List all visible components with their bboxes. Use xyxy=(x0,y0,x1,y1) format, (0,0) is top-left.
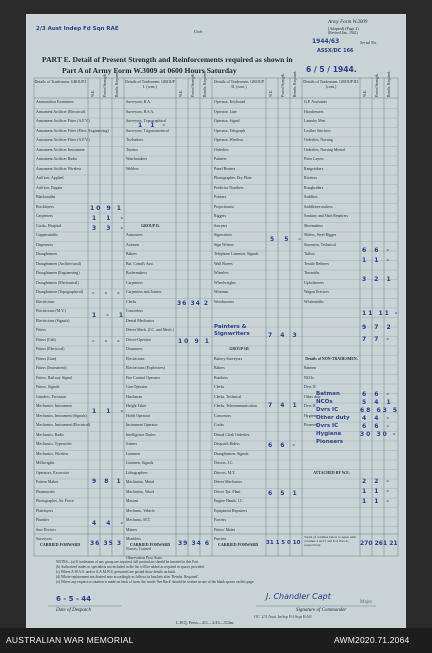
trade-row: Miners xyxy=(126,527,138,532)
hand-grinders: 1 1 - xyxy=(92,408,128,415)
trade-row: Millwrights xyxy=(36,461,55,465)
trade-row: Artificer, Applied xyxy=(36,176,64,180)
hand-hygiene: 6 6 - xyxy=(362,423,393,430)
trade-row: Saddlers xyxy=(304,195,318,199)
archive-name: AUSTRALIAN WAR MEMORIAL xyxy=(6,635,134,645)
form-revised: (Revised Jan., 1942) xyxy=(328,31,358,35)
hand-drivers-numbers: 6 5 1 xyxy=(268,490,300,497)
trade-row: Carpenters and Joiners xyxy=(126,290,162,294)
signature-rank: Major xyxy=(360,600,373,605)
trade-row: Mechanic, M.T. xyxy=(126,518,151,522)
hand-batmen: 6 6 - xyxy=(362,391,393,398)
trade-row: Saddletree makers xyxy=(304,204,333,209)
posted-header: Posted Strength. xyxy=(375,73,379,97)
header-group2-cont: Details of Tradesmen. GROUP II. (cont.) xyxy=(214,79,264,89)
form-sheet xyxy=(26,14,406,628)
trade-row: Operator, Signal xyxy=(214,119,240,123)
reinf-header: Reinfts. Required. xyxy=(293,70,297,97)
hand-blacksmiths: 1 1 - xyxy=(92,215,128,222)
header-group3-cont: Details of Tradesmen. GROUP III. (cont.) xyxy=(303,79,359,89)
trade-row: Welders xyxy=(126,166,139,171)
hand-group3-3: 7 7 - xyxy=(362,336,393,343)
trade-row: Clerks, Telecommunication xyxy=(214,404,257,408)
trade-row: Battery Surveyors xyxy=(214,356,243,361)
trade-row: Drivers, M.T. xyxy=(214,470,236,475)
form-code: Army Form W.3009 xyxy=(328,20,368,25)
hand-artificer-engine: 10 9 1 xyxy=(90,205,123,212)
trade-row: Intelligence Duties xyxy=(126,432,156,437)
trade-row: Electricians xyxy=(126,356,145,361)
trade-row: Masons xyxy=(126,499,139,503)
note-line: (b) Authorized trades or specialists not included in the list will be added as required in spaces provided. xyxy=(56,565,205,569)
trade-row: Whitesmiths xyxy=(304,299,324,304)
trade-row: Moulders xyxy=(126,537,141,541)
trade-row: Draughtsmen (Topographical) xyxy=(36,290,83,294)
note-line: (d) Where replacement not desired note accordingly as follows in brackets after 'Reinfts. Required'. xyxy=(56,575,199,579)
trade-row: Armament Artificer Fitter (A.F.V.) xyxy=(36,138,90,142)
trade-row: Blacksmiths xyxy=(36,195,56,199)
trade-row: Printers xyxy=(214,195,227,199)
totals-note: Totals of columns below to agree with columns 4 and 5 and 6 of Part A, respectively. xyxy=(304,535,356,547)
trade-row: GROUP II. xyxy=(141,223,160,228)
carried-forward-4: 270 261 21 xyxy=(360,540,398,547)
archive-id: AWM2020.71.2064 xyxy=(334,635,410,645)
trade-row: Operator, Keyboard xyxy=(214,100,245,104)
unit-label: Unit xyxy=(194,29,203,34)
hand-attached-3: 1 1 - xyxy=(362,498,393,505)
trade-row: Dispensers xyxy=(36,242,54,247)
trade-row: Riveters xyxy=(304,176,317,180)
trade-row: Driver-Operator xyxy=(126,337,152,342)
hand-attached-1: 2 2 - xyxy=(362,478,393,485)
trade-row: Sliders, Steel Rigger xyxy=(304,233,337,237)
serial-label: Serial No. xyxy=(360,40,377,45)
trade-row: Ammunition Examiners xyxy=(36,100,74,104)
trade-row: Photographer, Dry Plate xyxy=(214,176,252,180)
despatch-date: 6 - 5 - 44 xyxy=(56,595,92,603)
trade-row: Fitters' Mates xyxy=(214,527,236,532)
trade-row: Machinists, Wood xyxy=(126,489,155,494)
trade-row: Driver Tpt. Plant xyxy=(214,489,241,494)
trade-row: Linemen xyxy=(126,451,140,456)
trade-row: Wheelers xyxy=(214,271,229,275)
posted-header: Posted Strength. xyxy=(281,73,285,97)
trade-row: Gun Operator xyxy=(126,385,148,389)
trade-row: Mechanic, Vehicle xyxy=(126,508,155,513)
trade-row: G.P. Assistants xyxy=(304,100,328,104)
hand-group3-1: 11 11 - xyxy=(362,310,400,317)
trade-row: Photographer, Air Force xyxy=(36,499,74,503)
trade-row: Observation Post Assts. xyxy=(126,556,163,560)
trade-row: Drummers xyxy=(126,347,143,351)
trade-row: Plumber xyxy=(36,518,50,522)
non-tradesman-hand-name: Other duty xyxy=(316,415,350,421)
trade-row: Predictor Numbers xyxy=(214,185,244,190)
header-group1: Details of Tradesmen. GROUP I. xyxy=(34,79,88,84)
trade-row: Wheelwrights xyxy=(214,280,236,285)
trade-row: Boilermakers xyxy=(126,271,147,275)
trade-row: Driver Mechanics xyxy=(214,480,242,484)
trade-row: Fitters (Instrument) xyxy=(36,366,67,370)
trade-row: Mechanics, Instrument xyxy=(36,404,72,408)
trade-row: Cooks xyxy=(214,423,224,427)
trade-row: Fitters (Gun) xyxy=(36,356,57,361)
trade-row: Panel Beaters xyxy=(214,166,236,171)
trade-row: Hygiene xyxy=(304,413,318,418)
trade-row: Batmen xyxy=(304,366,317,370)
trade-row: ATTACHED BY W.E. xyxy=(313,470,350,475)
hand-riggers: 5 5 - xyxy=(270,236,306,243)
hand-attached-2: 1 1 - xyxy=(362,488,393,495)
trade-row: Pattern Maker xyxy=(36,480,59,484)
reinf-header: Reinfts. Required. xyxy=(203,70,207,97)
trade-row: Clerks, Technical xyxy=(214,394,242,399)
trade-row: NCOs xyxy=(304,375,314,380)
trade-row: Sign Writers xyxy=(214,242,234,247)
trade-row: Mechanics, Wireless xyxy=(36,451,69,456)
trade-row: Draughtsmen (Mechanical) xyxy=(36,280,79,285)
hand-cooks-numbers: 6 6 - xyxy=(268,442,299,449)
trade-row: Armament Artificer Wireless xyxy=(36,166,82,171)
serial-number: 1944/63 xyxy=(312,38,340,45)
trade-row: Pinto Layers xyxy=(304,157,324,161)
trade-row: Bakers xyxy=(126,252,137,256)
trade-row: Surveyors, R.A. xyxy=(126,100,152,104)
trade-row: Leather Stitchers xyxy=(304,128,331,133)
trade-row: GROUP III. xyxy=(229,347,250,351)
trade-row: Dvrs IC xyxy=(304,404,317,408)
reference: ASSX/DC 166 xyxy=(317,48,354,54)
trade-row: Dental Mechanics xyxy=(126,318,155,323)
non-tradesman-hand-name: Dvrs IC xyxy=(316,423,339,429)
trade-row: Details of NON-TRADESMEN. xyxy=(305,356,358,361)
trade-row: Coppersmiths xyxy=(36,233,58,237)
trade-row: Upholsterers xyxy=(304,280,324,285)
trade-row: Mechanics, Radio xyxy=(36,432,65,437)
carried-forward-3: 31 1 5 0 10 xyxy=(266,540,301,546)
trade-row: Electricians xyxy=(36,299,55,304)
trade-row: Height Taker xyxy=(126,404,147,408)
trade-row: Armament Artificer Fitter (A.F.V.) xyxy=(36,119,90,123)
trade-row: Operator, Line xyxy=(214,109,237,114)
trade-row: Fitters (Electrical) xyxy=(36,347,65,351)
hand-pioneers: 30 30 - xyxy=(360,431,398,438)
signature: J. Chandler Capt xyxy=(266,592,331,601)
trade-row: Sanitary and Shoe Repairers xyxy=(304,214,349,218)
trade-row: Sawyers xyxy=(214,223,228,228)
non-tradesman-hand-name: Pioneers xyxy=(316,439,344,445)
trade-row: Drivers, I.C. xyxy=(214,461,234,465)
trade-row: Wagon Erectors xyxy=(304,290,329,294)
trade-row: Projectionist xyxy=(214,204,234,209)
despatch-label: Date of Despatch xyxy=(56,608,91,613)
trade-row: Rangetakers xyxy=(304,166,324,171)
trade-row: Concretors xyxy=(214,413,232,418)
carried-forward-label-3: CARRIED FORWARD xyxy=(218,542,259,547)
trade-row: Concreters xyxy=(126,309,143,313)
trade-row: Orderlies, Nursing xyxy=(304,138,333,142)
signature-label: Signature of Commander xyxy=(296,608,347,613)
trade-row: Fitters, Railway Signal xyxy=(36,375,72,380)
trade-row: Surveyors xyxy=(36,537,52,541)
trade-row: Watchmakers xyxy=(126,157,148,161)
note-line: (e) Where any request or rotation is made on back of form, the words 'See Back' should be written in one of the blank spaces on this page. xyxy=(56,580,255,584)
trade-row: Fitters, Signals xyxy=(36,385,60,389)
hand-plumber: 4 4 - xyxy=(92,520,128,527)
trade-row: Armament Artificer Instrument xyxy=(36,147,85,152)
note-line: NOTES—(a) If tradesmen of any group are required, full particulars should be inserted in this Part. xyxy=(56,560,199,564)
trade-row: Instrument Operator xyxy=(126,423,158,427)
trade-row: Cooks, Hospital xyxy=(36,223,62,228)
trade-row: Holds Operator xyxy=(126,413,151,418)
trade-row: Surveyors, R.S.A. xyxy=(126,109,155,114)
unit-name: 2/3 Aust Indep Fd Sqn RAE xyxy=(36,26,119,32)
title-line-1: PART E. Detail of Present Strength and Reinforcements required as shown in xyxy=(42,55,293,64)
trade-row: Butchers xyxy=(214,375,228,380)
form-adapted: (Adapted) (Page 2) xyxy=(328,26,359,31)
trade-row: Fire Control Operator xyxy=(126,375,160,380)
trade-row: Axemen xyxy=(126,242,140,247)
trade-row: Fitters (Cab) xyxy=(36,337,56,342)
hand-surveyors-ra: 1 1 - xyxy=(138,122,169,129)
trade-row: Orderlies xyxy=(214,147,229,152)
hand-dvrs: 68 63 5 xyxy=(360,407,400,414)
trade-row: Clerks xyxy=(214,385,225,389)
we-header: W.E. xyxy=(91,89,95,97)
trade-row: Mechanics, Instrument (Signals) xyxy=(36,413,87,418)
hand-coppersmiths: - - - xyxy=(92,290,124,297)
trade-row: Surveyors, Trigonometrical xyxy=(126,128,169,133)
trade-row: Woodturners xyxy=(214,299,234,304)
trade-row: Bat. Comd's Asst. xyxy=(126,261,154,266)
trade-row: Shoemakers xyxy=(304,223,324,228)
trade-row: Riggers xyxy=(214,214,227,218)
trade-row: Signwriters xyxy=(214,233,232,237)
hand-other-duty: 4 4 - xyxy=(362,415,393,422)
trade-row: Wireman xyxy=(214,290,229,294)
carried-forward-2: 39 34 6 xyxy=(178,540,211,547)
trade-row: Electricians (Signals) xyxy=(36,318,70,323)
trade-row: Fitters xyxy=(36,328,46,332)
trade-row: Machinists, Metal xyxy=(126,480,155,484)
trade-row: Surveyors, Topographical xyxy=(126,119,167,123)
trade-row: Turners xyxy=(126,147,138,152)
hand-group3-2: 9 7 2 xyxy=(362,324,394,331)
printer-line: L.H.Q. Press—411—3/43—312m. xyxy=(176,620,235,625)
signature-unit: OC 2/3 Aust Indep Fd Sqn RAE xyxy=(254,614,313,619)
hand-painters-numbers: 7 4 3 xyxy=(268,332,300,339)
trade-row: Mechanics, Instrument (Electrical) xyxy=(36,423,91,427)
trade-row: Textile Refiners xyxy=(304,261,329,266)
trade-row: Artificer, Engine xyxy=(36,185,63,190)
trade-row: Operators, Excavator xyxy=(36,470,70,475)
trade-row: Laundry Men xyxy=(304,119,326,123)
trade-row: Mechanics, Typewriter xyxy=(36,442,72,446)
title-date: 6 / 5 / 1944. xyxy=(306,65,357,74)
hand-carpenters-joiners: 36 34 2 xyxy=(177,300,210,307)
trade-row: Storemen, Technical xyxy=(304,242,336,247)
header-group1-cont: Details of Tradesmen. GROUP I. (cont.) xyxy=(125,79,175,89)
trade-row: Draughtsmen xyxy=(36,252,57,256)
hand-storemen: 6 6 - xyxy=(362,247,393,254)
hand-ncos: 5 4 1 xyxy=(362,399,394,406)
title-line-2: Part A of Army Form W.3009 at 0600 Hours Saturday xyxy=(62,66,237,75)
reinf-header: Reinfts. Required. xyxy=(115,70,119,97)
trade-row: Linemen, Signals xyxy=(126,461,154,465)
trade-row: Pharmacists xyxy=(36,489,55,494)
hand-clerks-numbers: 7 4 1 xyxy=(268,402,300,409)
trade-row: Carpenters xyxy=(36,214,53,218)
trade-row: Lithographers xyxy=(126,470,148,475)
trade-row: Hairdressers xyxy=(304,109,324,114)
carried-forward-label-2: CARRIED FORWARD xyxy=(130,542,171,547)
trade-row: Telephone Linemen, Signals xyxy=(214,252,259,256)
trade-row: Tailors xyxy=(304,252,315,256)
trade-row: Grinders, Precision xyxy=(36,394,67,399)
trade-row: Saw Doctors xyxy=(36,527,56,532)
trade-row: Roughriders xyxy=(304,185,324,190)
trade-row: Equipment Repairers xyxy=(214,508,247,513)
trade-row: Operator, Wireless xyxy=(214,138,244,142)
hand-operators-excavator: 9 8 1 xyxy=(92,478,124,485)
trade-row: Electricians (Explosives) xyxy=(126,366,166,370)
note-line: (c) Where A.W.A.S. and/or A.A.M.W.S. personnel are posted show details on back. xyxy=(56,570,176,574)
we-header: W.E. xyxy=(363,89,367,97)
hand-electricians: 1 - 1 xyxy=(92,312,128,319)
trade-row: Wall Borers xyxy=(214,261,233,266)
archive-footer xyxy=(0,628,432,653)
carried-forward-1: 36 35 3 xyxy=(90,540,123,547)
trade-row: Armament Artificer (Electrical) xyxy=(36,109,86,114)
trade-row: Armament Artificer Fitter (Elect. Engineering) xyxy=(36,128,109,133)
non-tradesman-hand-name: Hygiene xyxy=(316,431,342,437)
trade-row: Orderlies, Nursing Mental xyxy=(304,147,345,152)
trade-row: Tinsmiths xyxy=(304,271,320,275)
trade-row: Furriers xyxy=(214,537,227,541)
hand-painters-signwriters: Painters & Signwriters xyxy=(214,324,250,337)
trade-row: Farriers xyxy=(214,518,227,522)
trade-row: Dental Clerk Orderlies xyxy=(214,432,250,437)
hand-fitters: - - - xyxy=(92,338,124,345)
trade-row: Bricklayers xyxy=(36,204,54,209)
trade-row: Armament Artificer Radio xyxy=(36,157,78,161)
trade-row: Draughtsmen (Engineering) xyxy=(36,271,80,275)
reinf-header: Reinfts. Required. xyxy=(387,70,391,97)
trade-row: Draughtsmen (Architectural) xyxy=(36,261,82,266)
hand-tinsmiths: 3 2 1 xyxy=(362,276,394,283)
trade-row: Carpenters xyxy=(126,280,143,285)
trade-row: Despatch Riders xyxy=(214,442,240,446)
trade-row: Platelayers xyxy=(36,508,54,513)
trade-row: Operator, Telegraph xyxy=(214,128,246,133)
posted-header: Posted Strength. xyxy=(191,73,195,97)
trade-row: Joiners xyxy=(126,442,138,446)
non-tradesman-hand-name: Batmen xyxy=(316,391,340,397)
carried-forward-label-1: CARRIED FORWARD xyxy=(40,542,81,547)
trade-row: Dvrs IC xyxy=(304,385,317,389)
posted-header: Posted Strength. xyxy=(103,73,107,97)
hand-bricklayers: 3 3 - xyxy=(92,225,128,232)
trade-row: Painters xyxy=(214,157,227,161)
trade-row: Other duty xyxy=(304,394,321,399)
trade-row: Draughtsmen, Signals xyxy=(214,451,249,456)
trade-row: Pioneers xyxy=(304,423,318,427)
trade-row: Toolsetters xyxy=(126,138,144,142)
trade-row: Nurses, Trained xyxy=(126,546,151,551)
trade-row: Hatchman xyxy=(126,394,142,399)
non-tradesman-hand-name: NCOs xyxy=(316,399,333,405)
hand-tailors: 1 1 - xyxy=(362,257,393,264)
trade-row: Armourers xyxy=(126,233,143,237)
trade-row: Driver Mech. (I.C. and Mech.) xyxy=(126,328,174,332)
trade-row: Electricians (M.V.) xyxy=(36,309,66,313)
trade-row: Clerks xyxy=(126,299,137,304)
we-header: W.E. xyxy=(269,89,273,97)
trade-row: Bakers xyxy=(214,366,225,370)
we-header: W.E. xyxy=(179,89,183,97)
trade-row: Engine Hands, I.C. xyxy=(214,499,244,503)
non-tradesman-hand-name: Dvrs IC xyxy=(316,407,339,413)
hand-driver-operator: 10 9 1 xyxy=(178,338,211,345)
